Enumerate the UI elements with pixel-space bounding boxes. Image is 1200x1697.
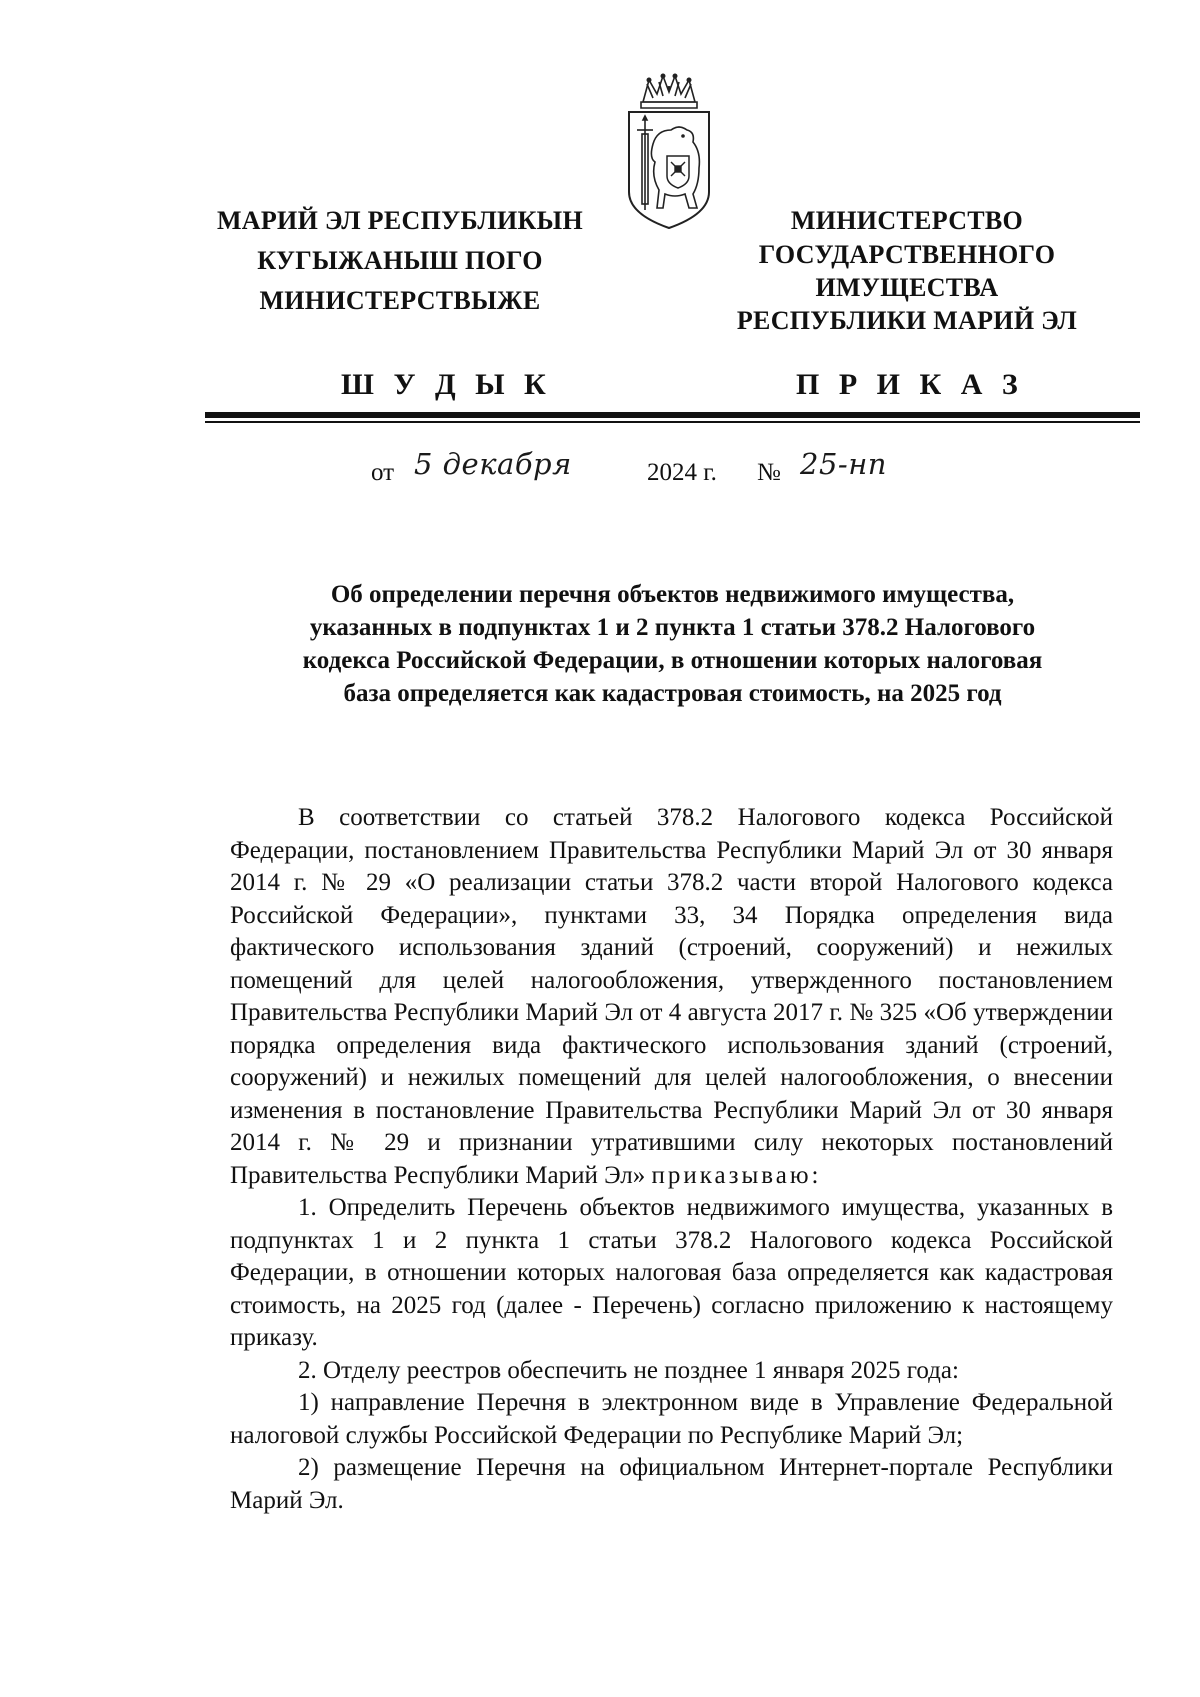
item-1-paragraph: 1. Определить Перечень объектов недвижимого имущества, указанных в подпунктах 1 и 2 пункта 1 статьи 378.2 Налогового кодекса Российской Федерации, в отношении которых налоговая база определяется как кадастровая стоимость, на 2025 год (далее - Перечень) согласно приложению к настоящему приказу. — [230, 1194, 1113, 1351]
title-line: кодекса Российской Федерации, в отношении которых налоговая — [302, 647, 1043, 674]
document-body — [230, 802, 1113, 1517]
header-divider-thick — [205, 412, 1140, 418]
number-sign: № — [757, 459, 781, 486]
header-left-line-1: МАРИЙ ЭЛ РЕСПУБЛИКЫН — [216, 206, 584, 235]
header-left-line-3: МИНИСТЕРСТВЫЖЕ — [259, 286, 541, 315]
header-right-line-1: МИНИСТЕРСТВО — [790, 206, 1024, 235]
header-right-line-3: ИМУЩЕСТВА — [815, 273, 999, 302]
title-line: Об определении перечня объектов недвижимого имущества, — [330, 581, 1015, 608]
header-left-line-2: КУГЫЖАНЫШ ПОГО — [257, 246, 543, 275]
header-right-line-2: ГОСУДАРСТВЕННОГО — [758, 240, 1056, 269]
date-year: 2024 г. — [647, 459, 717, 486]
title-line: база определяется как кадастровая стоимость, на 2025 год — [343, 680, 1002, 707]
preamble-text: В соответствии со статьей 378.2 Налогового кодекса Российской Федерации, постановлением Правительства Республики Марий Эл от 30 января 2014 г. № 29 «О реализации статьи 378.2 части второй Налогового кодекса Российской Федерации», пунктами 33, 34 Порядка определения вида фактического использования зданий (строений, сооружений) и нежилых помещений для целей налогообложения, утвержденного постановлением Правительства Республики Марий Эл от 4 августа 2017 г. № 325 «Об утверждении порядка определения вида фактического использования зданий (строений, сооружений) и нежилых помещений для целей налогообложения, о внесении изменения в постановление Правительства Республики Марий Эл от 30 января 2014 г. № 29 и признании утратившими силу некоторых постановлений Правительства Республики Марий Эл» — [230, 804, 1113, 1189]
handwritten-date: 5 декабря — [414, 447, 572, 481]
document-title — [205, 578, 1140, 710]
item-2-1-paragraph: 1) направление Перечня в электронном виде в Управление Федеральной налоговой службы Российской Федерации по Республике Марий Эл; — [230, 1389, 1113, 1449]
item-2-paragraph: 2. Отделу реестров обеспечить не позднее 1 января 2025 года: — [298, 1356, 959, 1384]
preamble-paragraph — [230, 802, 1113, 1192]
item-2-2-paragraph: 2) размещение Перечня на официальном Интернет-портале Республики Марий Эл. — [230, 1454, 1113, 1514]
title-line: указанных в подпунктах 1 и 2 пункта 1 статьи 378.2 Налогового — [309, 614, 1036, 641]
order-word: приказываю: — [651, 1161, 822, 1189]
date-prefix: от — [371, 459, 395, 486]
handwritten-number: 25-нп — [800, 447, 887, 481]
header-divider-thin — [205, 421, 1140, 423]
header-right-line-4: РЕСПУБЛИКИ МАРИЙ ЭЛ — [736, 306, 1078, 335]
doc-kind-mari: Ш У Д Ы К — [341, 368, 552, 401]
coat-of-arms-icon — [613, 72, 725, 232]
doc-kind-russian: П Р И К А З — [796, 368, 1024, 401]
